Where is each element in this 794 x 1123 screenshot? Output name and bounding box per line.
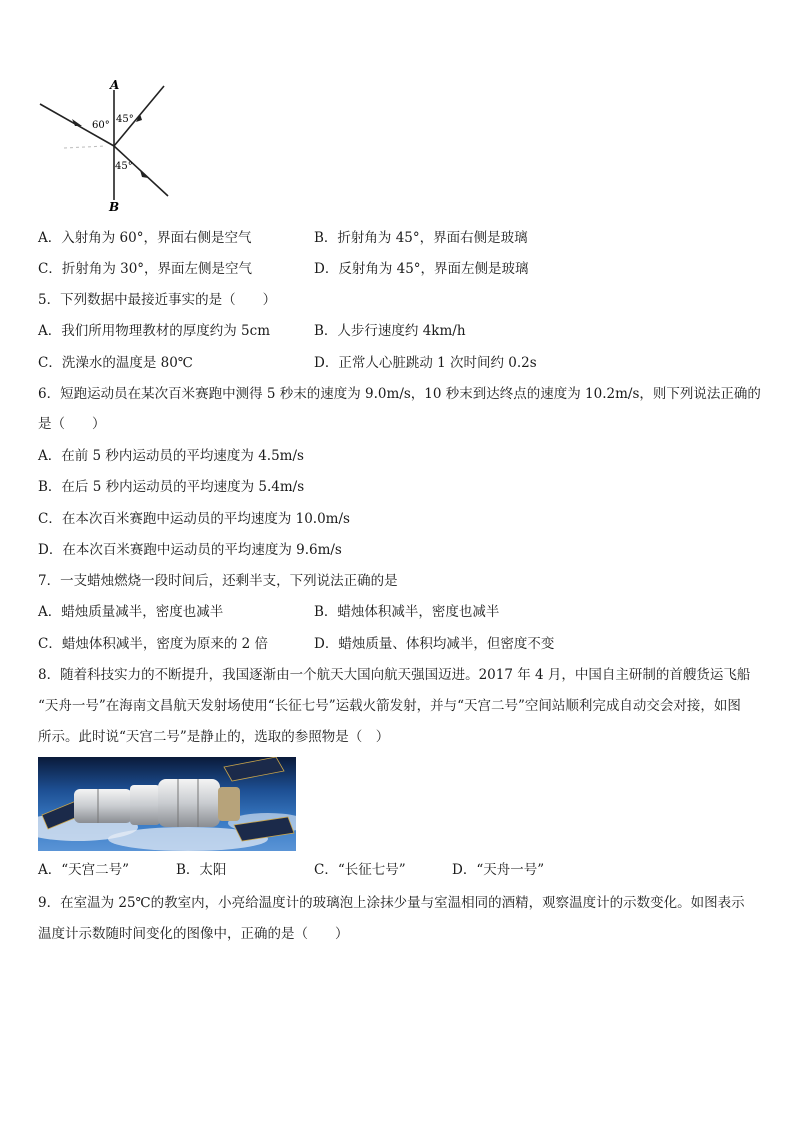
q5-option-c: C．洗澡水的温度是 80℃ bbox=[38, 355, 193, 371]
q7-option-d: D．蜡烛质量、体积均减半，但密度不变 bbox=[314, 636, 555, 652]
q9-stem-line1: 9．在室温为 25℃的教室内，小亮给温度计的玻璃泡上涂抹少量与室温相同的酒精，观察温度计的示数变化。如图表示 bbox=[38, 895, 745, 911]
refraction-diagram bbox=[36, 78, 176, 213]
angle-45-upper: 45° bbox=[116, 114, 134, 125]
q6-stem-line2: 是（ ） bbox=[38, 416, 106, 432]
q5-stem: 5．下列数据中最接近事实的是（ ） bbox=[38, 292, 277, 308]
q5-option-a: A．我们所用物理教材的厚度约为 5cm bbox=[38, 323, 270, 339]
q7-stem: 7．一支蜡烛燃烧一段时间后，还剩半支，下列说法正确的是 bbox=[38, 573, 398, 589]
q6-option-d: D．在本次百米赛跑中运动员的平均速度为 9.6m/s bbox=[38, 542, 342, 558]
space-station-photo bbox=[38, 757, 296, 851]
q8-stem-line1: 8．随着科技实力的不断提升，我国逐渐由一个航天大国向航天强国迈进。2017 年 4 月，中国自主研制的首艘货运飞船 bbox=[38, 667, 751, 683]
q9-stem-line2: 温度计示数随时间变化的图像中，正确的是（ ） bbox=[38, 926, 349, 942]
q6-stem-line1: 6．短跑运动员在某次百米赛跑中测得 5 秒末的速度为 9.0m/s，10 秒末到达终点的速度为 10.2m/s，则下列说法正确的 bbox=[38, 386, 761, 402]
label-b: B bbox=[109, 200, 120, 213]
q4-option-a: A．入射角为 60°，界面右侧是空气 bbox=[38, 230, 252, 246]
normal-line bbox=[64, 146, 106, 148]
q8-option-a: A．“天宫二号” bbox=[38, 862, 130, 878]
q7-option-b: B．蜡烛体积减半，密度也减半 bbox=[314, 604, 500, 620]
q4-option-d: D．反射角为 45°，界面左侧是玻璃 bbox=[314, 261, 529, 277]
label-a: A bbox=[110, 78, 120, 92]
q8-option-d: D．“天舟一号” bbox=[452, 862, 545, 878]
q4-option-b: B．折射角为 45°，界面右侧是玻璃 bbox=[314, 230, 528, 246]
q6-option-b: B．在后 5 秒内运动员的平均速度为 5.4m/s bbox=[38, 479, 305, 495]
q8-stem-line3: 所示。此时说“天宫二号”是静止的，选取的参照物是（ ） bbox=[38, 729, 390, 745]
q7-option-c: C．蜡烛体积减半，密度为原来的 2 倍 bbox=[38, 636, 269, 652]
q5-option-d: D．正常人心脏跳动 1 次时间约 0.2s bbox=[314, 355, 537, 371]
q8-option-b: B．太阳 bbox=[176, 862, 227, 878]
q8-stem-line2: “天舟一号”在海南文昌航天发射场使用“长征七号”运载火箭发射，并与“天宫二号”空间站顺利完成自动交会对接，如图 bbox=[38, 698, 741, 714]
q7-option-a: A．蜡烛质量减半，密度也减半 bbox=[38, 604, 224, 620]
q8-option-c: C．“长征七号” bbox=[314, 862, 406, 878]
angle-60: 60° bbox=[92, 120, 110, 131]
refracted-arrow bbox=[140, 170, 148, 178]
q6-option-a: A．在前 5 秒内运动员的平均速度为 4.5m/s bbox=[38, 448, 304, 464]
q4-option-c: C．折射角为 30°，界面左侧是空气 bbox=[38, 261, 253, 277]
q5-option-b: B．人步行速度约 4km/h bbox=[314, 323, 466, 339]
q6-option-c: C．在本次百米赛跑中运动员的平均速度为 10.0m/s bbox=[38, 511, 350, 527]
incident-arrow bbox=[72, 119, 82, 126]
angle-45-lower: 45° bbox=[115, 161, 133, 172]
